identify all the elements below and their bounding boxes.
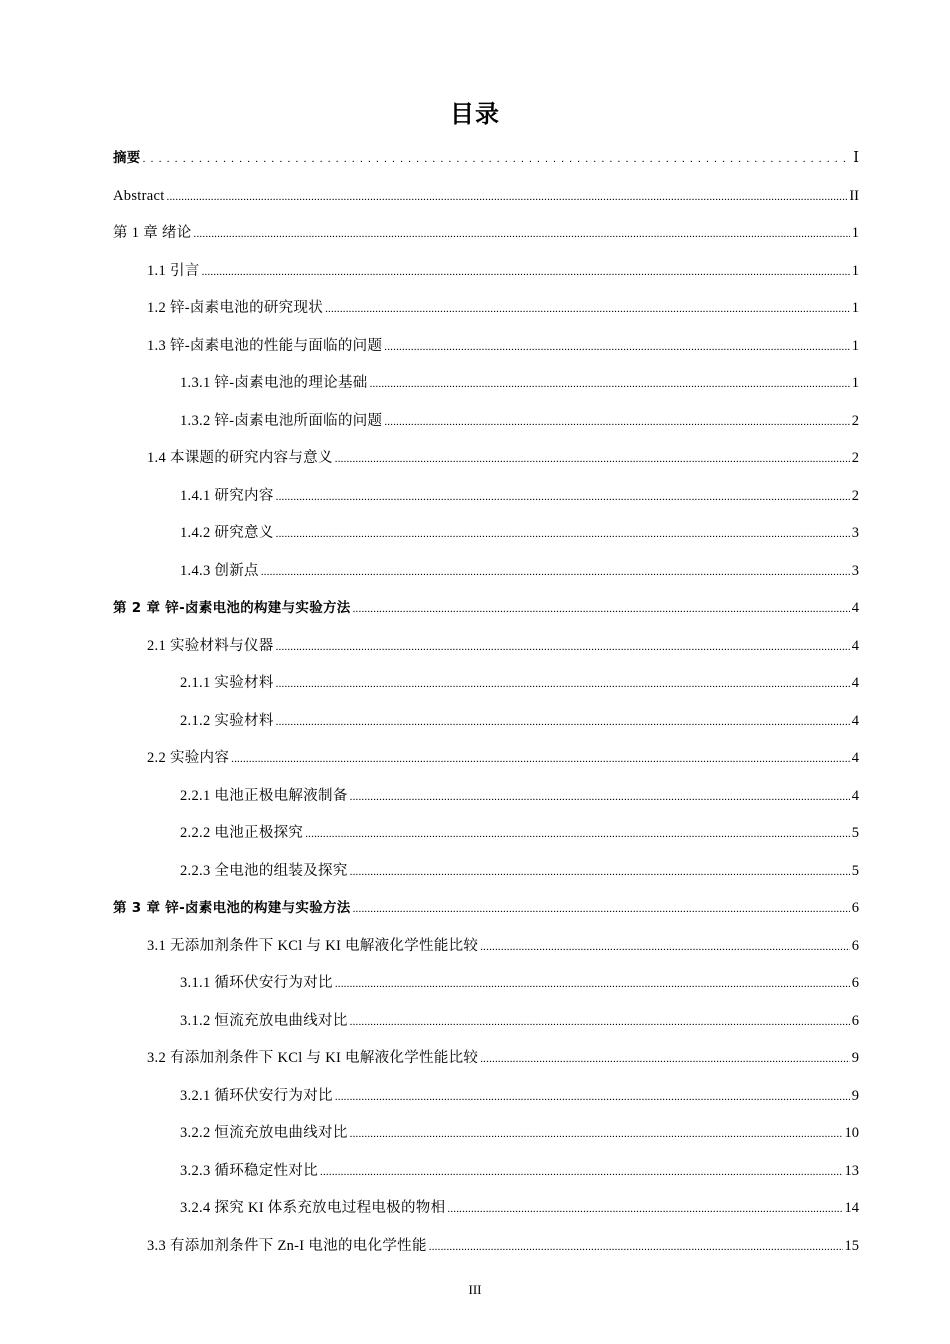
toc-entry-label: 3.1 无添加剂条件下 KCl 与 KI 电解液化学性能比较: [147, 937, 479, 954]
toc-dot-leader: [384, 329, 849, 367]
toc-entry-label: 1.3.1 锌-卤素电池的理论基础: [180, 375, 368, 391]
toc-entry-chapter-1[interactable]: [113, 215, 859, 253]
toc-entry-label: 第 1 章 绪论: [113, 225, 192, 241]
toc-entry-label: 3.1.1 循环伏安行为对比: [180, 975, 333, 991]
toc-dot-leader: [276, 666, 850, 704]
toc-entry-label: 2.1 实验材料与仪器: [147, 637, 274, 654]
toc-entry-section-2-1[interactable]: [113, 628, 859, 666]
toc-entry-page: 4: [851, 787, 859, 804]
toc-entry-label: 第 3 章 锌-卤素电池的构建与实验方法: [113, 900, 351, 916]
toc-entry-page: 5: [851, 825, 859, 841]
toc-entry-label: 3.2.1 循环伏安行为对比: [180, 1087, 333, 1104]
toc-dot-leader: [335, 966, 850, 1004]
toc-dot-leader: [350, 779, 850, 817]
toc-entry-section-1-4[interactable]: [113, 440, 859, 478]
toc-entry-section-1-3-1[interactable]: [113, 365, 859, 403]
page-title: 目录: [450, 100, 500, 128]
toc-entry-page: 2: [851, 412, 859, 429]
toc-dot-leader: [167, 179, 848, 217]
toc-entry-page: 3: [851, 525, 859, 541]
toc-entry-label: 1.3 锌-卤素电池的性能与面临的问题: [147, 337, 383, 354]
toc-entry-page: 6: [851, 937, 859, 954]
toc-entry-label: 3.2 有添加剂条件下 KCl 与 KI 电解液化学性能比较: [147, 1050, 479, 1066]
toc-entry-section-3-2-1[interactable]: [113, 1078, 859, 1116]
toc-entry-label: 1.2 锌-卤素电池的研究现状: [147, 300, 324, 316]
toc-dot-leader: [276, 516, 850, 554]
toc-entry-section-1-4-2[interactable]: [113, 515, 859, 553]
toc-entry-label: 1.4 本课题的研究内容与意义: [147, 450, 333, 466]
page-number: III: [468, 1282, 482, 1297]
toc-dot-leader: [143, 141, 852, 179]
toc-entry-chapter-3[interactable]: [113, 890, 859, 928]
toc-dot-leader: [202, 254, 850, 292]
toc-dot-leader: [480, 1041, 850, 1079]
toc-entry-section-1-1[interactable]: [113, 253, 859, 291]
toc-entry-page: 4: [851, 600, 859, 616]
toc-dot-leader: [384, 404, 849, 442]
toc-entry-label: 1.1 引言: [147, 262, 200, 279]
toc-entry-page: 9: [851, 1087, 859, 1104]
toc-dot-leader: [194, 216, 850, 254]
toc-entry-label: 1.4.3 创新点: [180, 562, 259, 579]
toc-entry-section-1-4-1[interactable]: [113, 478, 859, 516]
toc-entry-page: 1: [851, 300, 859, 316]
toc-entry-section-3-2-2[interactable]: [113, 1115, 859, 1153]
toc-entry-abstract-en[interactable]: [113, 178, 859, 216]
toc-entry-label: 2.2.1 电池正极电解液制备: [180, 787, 348, 804]
toc-entry-label: 3.2.3 循环稳定性对比: [180, 1162, 319, 1179]
toc-entry-label: 1.3.2 锌-卤素电池所面临的问题: [180, 412, 383, 429]
toc-entry-section-2-1-1[interactable]: [113, 665, 859, 703]
toc-entry-section-3-2-4[interactable]: [113, 1190, 859, 1228]
toc-entry-section-2-2-2[interactable]: [113, 815, 859, 853]
toc-entry-label: 2.1.1 实验材料: [180, 675, 274, 691]
toc-dot-leader: [305, 816, 850, 854]
toc-dot-leader: [276, 629, 850, 667]
toc-entry-section-1-2[interactable]: [113, 290, 859, 328]
toc-entry-label: 2.2.3 全电池的组装及探究: [180, 862, 348, 879]
toc-entry-page: 14: [844, 1200, 859, 1216]
toc-dot-leader: [335, 441, 850, 479]
toc-entry-page: 15: [844, 1237, 859, 1254]
toc-entry-page: 2: [851, 487, 859, 504]
toc-dot-leader: [276, 704, 850, 742]
toc-entry-section-3-1-2[interactable]: [113, 1003, 859, 1041]
toc-entry-page: 6: [851, 1012, 859, 1029]
toc-entry-page: 4: [851, 675, 859, 691]
toc-entry-label: 3.2.4 探究 KI 体系充放电过程电极的物相: [180, 1200, 446, 1216]
toc-dot-leader: [350, 1116, 843, 1154]
toc-entry-label: 2.1.2 实验材料: [180, 712, 274, 729]
toc-dot-leader: [231, 741, 850, 779]
toc-entry-section-3-2[interactable]: [113, 1040, 859, 1078]
toc-dot-leader: [261, 554, 850, 592]
toc-entry-label: 2.2 实验内容: [147, 750, 230, 766]
toc-dot-leader: [353, 891, 850, 929]
toc-entry-label: 3.3 有添加剂条件下 Zn-I 电池的电化学性能: [147, 1237, 427, 1254]
toc-dot-leader: [276, 479, 850, 517]
toc-dot-leader: [447, 1191, 842, 1229]
toc-entry-section-3-2-3[interactable]: [113, 1153, 859, 1191]
toc-entry-section-1-3-2[interactable]: [113, 403, 859, 441]
toc-entry-page: 1: [851, 225, 859, 241]
toc-entry-abstract-cn[interactable]: [113, 140, 859, 178]
toc-entry-page: 6: [851, 975, 859, 991]
toc-entry-page: 1: [851, 337, 859, 354]
toc-dot-leader: [320, 1154, 842, 1192]
toc-entry-label: 摘要: [113, 150, 141, 166]
toc-entry-page: 1: [851, 375, 859, 391]
toc-dot-leader: [353, 591, 850, 629]
toc-entry-label: 2.2.2 电池正极探究: [180, 825, 304, 841]
toc-entry-label: 第 2 章 锌-卤素电池的构建与实验方法: [113, 600, 351, 616]
toc-dot-leader: [350, 854, 850, 892]
toc-entry-page: Ⅰ: [853, 150, 859, 166]
toc-entry-page: 2: [851, 450, 859, 466]
toc-entry-section-3-3[interactable]: [113, 1228, 859, 1266]
toc-entry-label: 1.4.1 研究内容: [180, 487, 274, 504]
toc-entry-page: 4: [851, 637, 859, 654]
toc-entry-page: 5: [851, 862, 859, 879]
toc-dot-leader: [325, 291, 850, 329]
toc-entry-page: 4: [851, 750, 859, 766]
toc-entry-section-2-2-3[interactable]: [113, 853, 859, 891]
toc-dot-leader: [335, 1079, 850, 1117]
toc-entry-page: 6: [851, 900, 859, 916]
toc-entry-label: Abstract: [113, 187, 165, 204]
toc-entry-page: 3: [851, 562, 859, 579]
toc-entry-page: 4: [851, 712, 859, 729]
toc-dot-leader: [370, 366, 850, 404]
toc-entry-section-3-1-1[interactable]: [113, 965, 859, 1003]
toc-entry-section-2-2-1[interactable]: [113, 778, 859, 816]
toc-entry-section-2-1-2[interactable]: [113, 703, 859, 741]
toc-entry-page: 9: [851, 1050, 859, 1066]
toc-entry-section-1-4-3[interactable]: [113, 553, 859, 591]
toc-entry-section-1-3[interactable]: [113, 328, 859, 366]
toc-entry-chapter-2[interactable]: [113, 590, 859, 628]
toc-dot-leader: [350, 1004, 850, 1042]
toc-dot-leader: [480, 929, 850, 967]
toc-entry-section-2-2[interactable]: [113, 740, 859, 778]
toc-entry-page: 10: [844, 1125, 859, 1141]
toc-entry-page: 13: [844, 1162, 859, 1179]
toc-dot-leader: [429, 1229, 843, 1267]
toc-entry-label: 3.1.2 恒流充放电曲线对比: [180, 1012, 348, 1029]
toc-entry-section-3-1[interactable]: [113, 928, 859, 966]
toc-entry-label: 1.4.2 研究意义: [180, 525, 274, 541]
toc-entry-page: II: [849, 187, 859, 204]
toc-entry-label: 3.2.2 恒流充放电曲线对比: [180, 1125, 348, 1141]
toc-entry-page: 1: [851, 262, 859, 279]
table-of-contents: [113, 140, 859, 1265]
